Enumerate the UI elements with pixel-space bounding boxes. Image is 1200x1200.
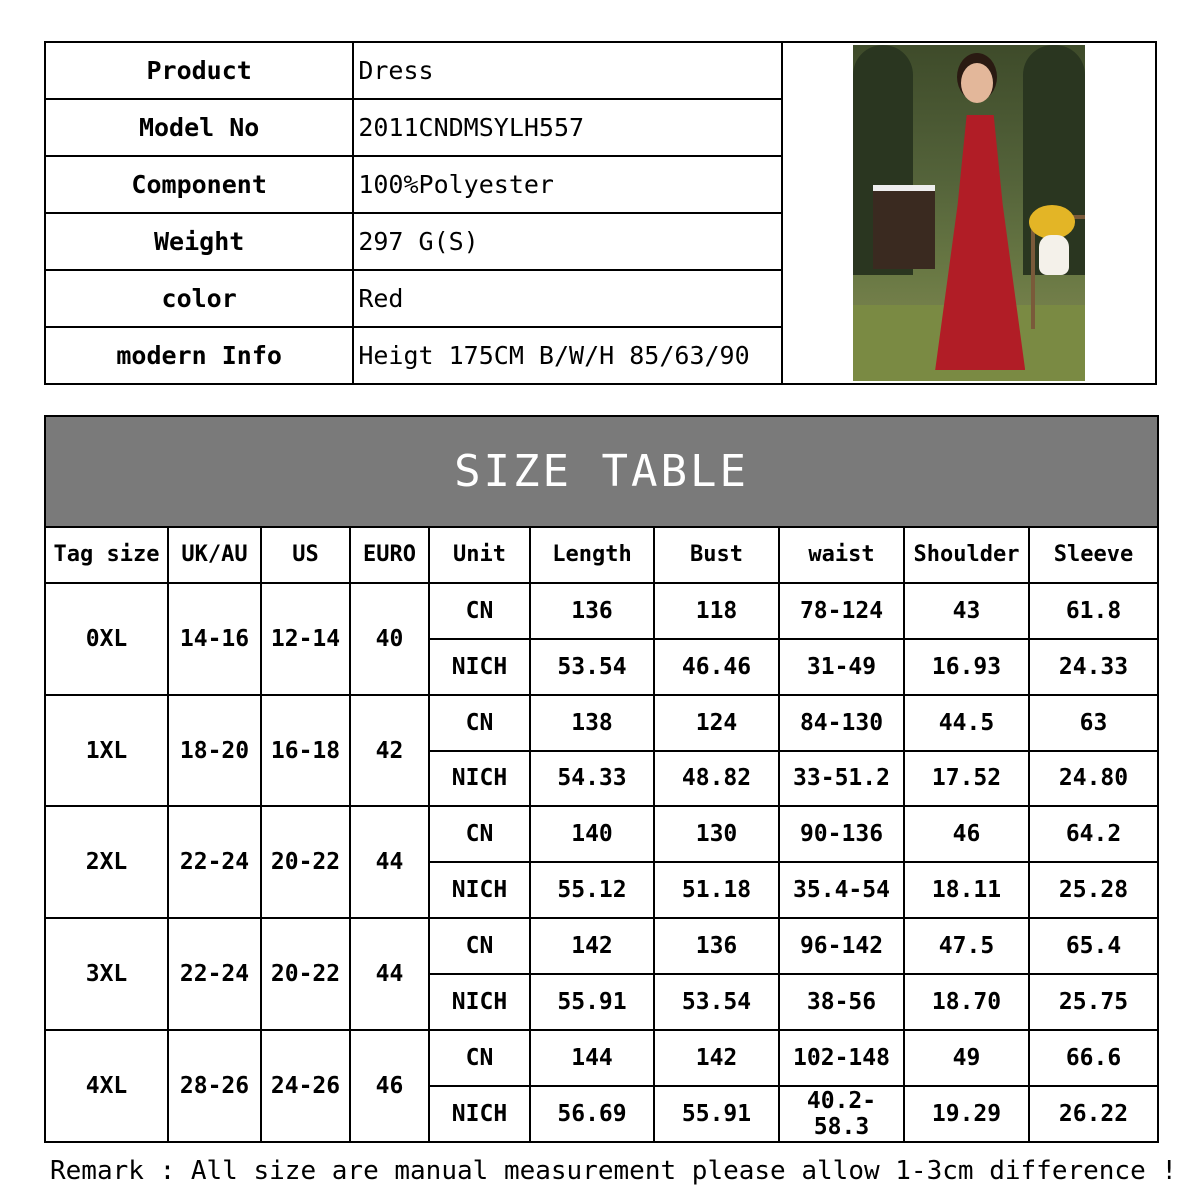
- measure-length-cell: 138: [530, 695, 654, 751]
- column-header: waist: [779, 527, 904, 583]
- info-label: Product: [45, 42, 353, 99]
- info-value: Red: [353, 270, 782, 327]
- measure-waist-cell: 38-56: [779, 974, 904, 1030]
- size-us-cell: 20-22: [261, 918, 350, 1030]
- column-header: Bust: [654, 527, 779, 583]
- size-uk-cell: 22-24: [168, 918, 261, 1030]
- measure-length-cell: 55.91: [530, 974, 654, 1030]
- measure-bust-cell: 53.54: [654, 974, 779, 1030]
- column-header: Sleeve: [1029, 527, 1158, 583]
- column-header: EURO: [350, 527, 429, 583]
- measure-length-cell: 54.33: [530, 751, 654, 807]
- measure-unit-cell: CN: [429, 695, 530, 751]
- measure-shoulder-cell: 49: [904, 1030, 1029, 1086]
- size-row: [45, 695, 1158, 751]
- size-uk-cell: 22-24: [168, 806, 261, 918]
- measure-shoulder-cell: 46: [904, 806, 1029, 862]
- size-us-cell: 20-22: [261, 806, 350, 918]
- measure-unit-cell: NICH: [429, 1086, 530, 1142]
- measure-waist-cell: 90-136: [779, 806, 904, 862]
- size-euro-cell: 40: [350, 583, 429, 695]
- measure-bust-cell: 51.18: [654, 862, 779, 918]
- measure-length-cell: 56.69: [530, 1086, 654, 1142]
- info-value: 2011CNDMSYLH557: [353, 99, 782, 156]
- measure-bust-cell: 136: [654, 918, 779, 974]
- column-header: Unit: [429, 527, 530, 583]
- column-header: Shoulder: [904, 527, 1029, 583]
- size-uk-cell: 14-16: [168, 583, 261, 695]
- measure-bust-cell: 48.82: [654, 751, 779, 807]
- measure-bust-cell: 130: [654, 806, 779, 862]
- measure-sleeve-cell: 66.6: [1029, 1030, 1158, 1086]
- size-table-header-row: [45, 527, 1158, 583]
- measure-bust-cell: 118: [654, 583, 779, 639]
- size-tag-cell: 1XL: [45, 695, 168, 807]
- measure-unit-cell: CN: [429, 583, 530, 639]
- size-uk-cell: 18-20: [168, 695, 261, 807]
- measure-sleeve-cell: 25.28: [1029, 862, 1158, 918]
- info-label: Model No: [45, 99, 353, 156]
- info-row: [45, 42, 1156, 99]
- measure-shoulder-cell: 18.70: [904, 974, 1029, 1030]
- size-euro-cell: 46: [350, 1030, 429, 1142]
- measure-length-cell: 140: [530, 806, 654, 862]
- column-header: Tag size: [45, 527, 168, 583]
- info-value: Dress: [353, 42, 782, 99]
- measure-length-cell: 142: [530, 918, 654, 974]
- size-row: [45, 1030, 1158, 1086]
- measure-waist-cell: 102-148: [779, 1030, 904, 1086]
- measure-sleeve-cell: 24.80: [1029, 751, 1158, 807]
- measure-length-cell: 55.12: [530, 862, 654, 918]
- measure-bust-cell: 124: [654, 695, 779, 751]
- measure-sleeve-cell: 26.22: [1029, 1086, 1158, 1142]
- measure-shoulder-cell: 16.93: [904, 639, 1029, 695]
- size-tag-cell: 2XL: [45, 806, 168, 918]
- measure-waist-cell: 33-51.2: [779, 751, 904, 807]
- measure-length-cell: 144: [530, 1030, 654, 1086]
- measure-sleeve-cell: 63: [1029, 695, 1158, 751]
- size-us-cell: 24-26: [261, 1030, 350, 1142]
- size-euro-cell: 42: [350, 695, 429, 807]
- measure-bust-cell: 55.91: [654, 1086, 779, 1142]
- size-tag-cell: 4XL: [45, 1030, 168, 1142]
- info-value: Heigt 175CM B/W/H 85/63/90: [353, 327, 782, 384]
- size-tag-cell: 0XL: [45, 583, 168, 695]
- measure-length-cell: 136: [530, 583, 654, 639]
- measure-sleeve-cell: 61.8: [1029, 583, 1158, 639]
- measure-waist-cell: 31-49: [779, 639, 904, 695]
- info-label: Weight: [45, 213, 353, 270]
- size-us-cell: 12-14: [261, 583, 350, 695]
- size-table-title: SIZE TABLE: [45, 416, 1158, 527]
- size-row: [45, 918, 1158, 974]
- measure-unit-cell: CN: [429, 1030, 530, 1086]
- measure-waist-cell: 35.4-54: [779, 862, 904, 918]
- column-header: US: [261, 527, 350, 583]
- measure-sleeve-cell: 64.2: [1029, 806, 1158, 862]
- info-label: modern Info: [45, 327, 353, 384]
- measure-waist-cell: 78-124: [779, 583, 904, 639]
- info-value: 100%Polyester: [353, 156, 782, 213]
- size-euro-cell: 44: [350, 918, 429, 1030]
- info-label: Component: [45, 156, 353, 213]
- size-uk-cell: 28-26: [168, 1030, 261, 1142]
- size-row: [45, 806, 1158, 862]
- measure-shoulder-cell: 43: [904, 583, 1029, 639]
- measure-shoulder-cell: 18.11: [904, 862, 1029, 918]
- measure-sleeve-cell: 24.33: [1029, 639, 1158, 695]
- measure-waist-cell: 40.2-58.3: [779, 1086, 904, 1142]
- product-info-table: [44, 41, 1157, 385]
- measure-sleeve-cell: 25.75: [1029, 974, 1158, 1030]
- measure-waist-cell: 84-130: [779, 695, 904, 751]
- measure-shoulder-cell: 44.5: [904, 695, 1029, 751]
- size-euro-cell: 44: [350, 806, 429, 918]
- size-table: [44, 415, 1159, 1143]
- info-value: 297 G(S): [353, 213, 782, 270]
- red-dress-model: [935, 115, 1025, 370]
- size-tag-cell: 3XL: [45, 918, 168, 1030]
- measure-sleeve-cell: 65.4: [1029, 918, 1158, 974]
- measure-shoulder-cell: 17.52: [904, 751, 1029, 807]
- column-header: UK/AU: [168, 527, 261, 583]
- column-header: Length: [530, 527, 654, 583]
- measure-unit-cell: NICH: [429, 974, 530, 1030]
- product-photo-cell: [782, 42, 1156, 384]
- measure-unit-cell: CN: [429, 806, 530, 862]
- measure-shoulder-cell: 19.29: [904, 1086, 1029, 1142]
- measure-unit-cell: CN: [429, 918, 530, 974]
- product-photo: [853, 45, 1085, 381]
- size-us-cell: 16-18: [261, 695, 350, 807]
- remark-note: Remark : All size are manual measurement please allow 1-3cm difference !: [50, 1156, 1178, 1186]
- measure-length-cell: 53.54: [530, 639, 654, 695]
- measure-unit-cell: NICH: [429, 751, 530, 807]
- info-label: color: [45, 270, 353, 327]
- measure-bust-cell: 142: [654, 1030, 779, 1086]
- measure-unit-cell: NICH: [429, 639, 530, 695]
- measure-unit-cell: NICH: [429, 862, 530, 918]
- measure-shoulder-cell: 47.5: [904, 918, 1029, 974]
- measure-waist-cell: 96-142: [779, 918, 904, 974]
- size-row: [45, 583, 1158, 639]
- measure-bust-cell: 46.46: [654, 639, 779, 695]
